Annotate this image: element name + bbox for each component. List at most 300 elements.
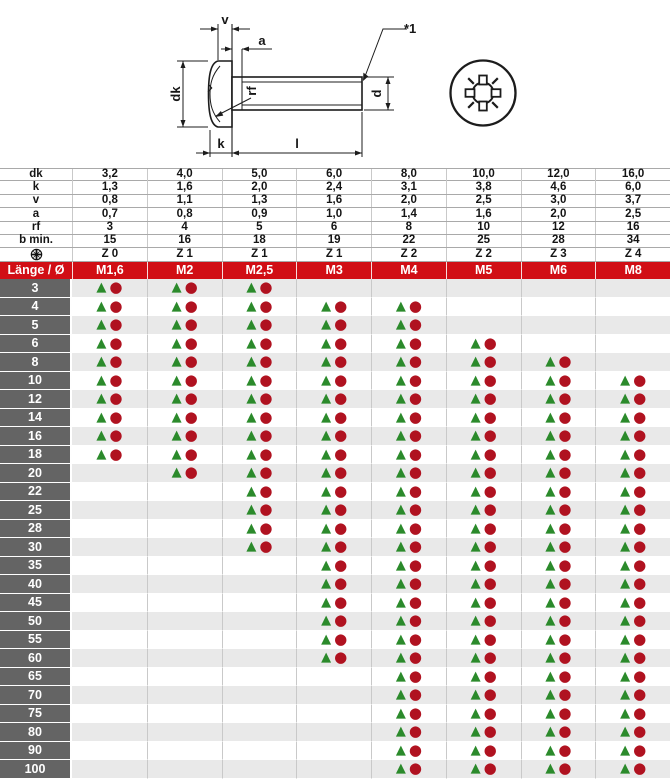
table-row — [0, 501, 670, 520]
availability-triangle-icon: ▲ — [545, 354, 556, 370]
availability-triangle-icon: ▲ — [620, 668, 631, 684]
availability-cell — [147, 353, 222, 372]
availability-cell — [147, 557, 222, 576]
availability-circle-icon: ● — [184, 444, 198, 463]
availability-circle-icon: ● — [408, 574, 422, 593]
availability-circle-icon: ● — [259, 370, 273, 389]
availability-cell — [371, 427, 446, 446]
length-label: 5 — [0, 316, 72, 335]
availability-cell — [296, 298, 371, 317]
dim-value-cell: 1,1 — [147, 195, 222, 207]
availability-cell — [371, 723, 446, 742]
availability-triangle-icon: ▲ — [470, 576, 481, 592]
availability-circle-icon: ● — [334, 352, 348, 371]
availability-circle-icon: ● — [259, 389, 273, 408]
availability-circle-icon: ● — [633, 685, 647, 704]
availability-cell — [222, 483, 297, 502]
availability-circle-icon: ● — [334, 500, 348, 519]
availability-triangle-icon: ▲ — [395, 520, 406, 536]
availability-triangle-icon: ▲ — [470, 446, 481, 462]
availability-cell — [446, 575, 521, 594]
availability-circle-icon: ● — [483, 389, 497, 408]
availability-circle-icon: ● — [558, 389, 572, 408]
availability-triangle-icon: ▲ — [321, 631, 332, 647]
availability-cell — [595, 446, 670, 465]
dim-value-cell: 1,3 — [222, 195, 297, 207]
availability-cell — [296, 649, 371, 668]
length-label: 30 — [0, 538, 72, 557]
dim-value-cell: 1,6 — [446, 208, 521, 220]
availability-triangle-icon: ▲ — [395, 335, 406, 351]
availability-cell — [222, 501, 297, 520]
availability-circle-icon: ● — [259, 352, 273, 371]
availability-triangle-icon: ▲ — [246, 428, 257, 444]
availability-triangle-icon: ▲ — [171, 465, 182, 481]
availability-circle-icon: ● — [408, 740, 422, 759]
availability-cell — [222, 705, 297, 724]
availability-circle-icon: ● — [558, 592, 572, 611]
availability-circle-icon: ● — [483, 463, 497, 482]
availability-cell — [72, 316, 147, 335]
availability-cell — [521, 390, 596, 409]
length-label: 100 — [0, 760, 72, 779]
dim-value-cell: 6 — [296, 222, 371, 234]
availability-cell — [222, 742, 297, 761]
availability-cell — [521, 316, 596, 335]
availability-cell — [521, 723, 596, 742]
availability-circle-icon: ● — [558, 407, 572, 426]
availability-circle-icon: ● — [558, 574, 572, 593]
table-row — [0, 520, 670, 539]
table-row — [0, 409, 670, 428]
availability-circle-icon: ● — [558, 629, 572, 648]
availability-triangle-icon: ▲ — [395, 705, 406, 721]
availability-circle-icon: ● — [259, 537, 273, 556]
availability-cell — [222, 353, 297, 372]
availability-circle-icon: ● — [184, 389, 198, 408]
availability-triangle-icon: ▲ — [171, 335, 182, 351]
availability-triangle-icon: ▲ — [470, 557, 481, 573]
availability-cell — [147, 335, 222, 354]
length-label: 65 — [0, 668, 72, 687]
availability-circle-icon: ● — [408, 703, 422, 722]
length-label: 8 — [0, 353, 72, 372]
length-label: 40 — [0, 575, 72, 594]
availability-triangle-icon: ▲ — [620, 576, 631, 592]
availability-cell — [521, 279, 596, 298]
availability-triangle-icon: ▲ — [470, 761, 481, 777]
availability-triangle-icon: ▲ — [246, 465, 257, 481]
availability-cell — [446, 631, 521, 650]
availability-cell — [222, 723, 297, 742]
length-label: 45 — [0, 594, 72, 613]
availability-triangle-icon: ▲ — [96, 428, 107, 444]
availability-triangle-icon: ▲ — [470, 724, 481, 740]
technical-drawing — [0, 0, 670, 168]
availability-circle-icon: ● — [184, 426, 198, 445]
availability-circle-icon: ● — [408, 629, 422, 648]
availability-cell — [147, 372, 222, 391]
availability-circle-icon: ● — [483, 629, 497, 648]
availability-triangle-icon: ▲ — [321, 594, 332, 610]
availability-cell — [72, 335, 147, 354]
dim-row-label: v — [32, 194, 40, 207]
availability-cell — [72, 649, 147, 668]
dim-value-cell: Z 2 — [446, 248, 521, 261]
availability-circle-icon: ● — [483, 722, 497, 741]
dim-value-cell: 8 — [371, 222, 446, 234]
availability-cell — [222, 594, 297, 613]
availability-cell — [521, 557, 596, 576]
length-label: 4 — [0, 298, 72, 317]
availability-circle-icon: ● — [558, 500, 572, 519]
availability-circle-icon: ● — [483, 703, 497, 722]
availability-cell — [595, 742, 670, 761]
availability-cell — [446, 372, 521, 391]
size-column-header: M1,6 — [72, 262, 147, 280]
availability-triangle-icon: ▲ — [96, 446, 107, 462]
availability-circle-icon: ● — [633, 574, 647, 593]
availability-cell — [446, 409, 521, 428]
dim-value-cell: 0,7 — [72, 208, 147, 220]
availability-triangle-icon: ▲ — [395, 465, 406, 481]
availability-cell — [595, 538, 670, 557]
availability-cell — [371, 594, 446, 613]
dim-value-cell: 8,0 — [371, 169, 446, 181]
availability-triangle-icon: ▲ — [470, 705, 481, 721]
availability-cell — [147, 668, 222, 687]
availability-cell — [521, 335, 596, 354]
table-row — [0, 594, 670, 613]
availability-triangle-icon: ▲ — [620, 761, 631, 777]
availability-circle-icon: ● — [558, 370, 572, 389]
table-row — [0, 742, 670, 761]
availability-triangle-icon: ▲ — [620, 502, 631, 518]
availability-triangle-icon: ▲ — [395, 298, 406, 314]
availability-circle-icon: ● — [633, 759, 647, 778]
availability-circle-icon: ● — [408, 685, 422, 704]
dim-value-cell: 15 — [72, 235, 147, 247]
dim-label-rf: rf — [244, 86, 259, 96]
pozidriv-recess-icon — [451, 61, 516, 126]
availability-triangle-icon: ▲ — [321, 428, 332, 444]
availability-triangle-icon: ▲ — [246, 483, 257, 499]
availability-triangle-icon: ▲ — [321, 539, 332, 555]
availability-triangle-icon: ▲ — [545, 428, 556, 444]
availability-triangle-icon: ▲ — [620, 391, 631, 407]
dim-table-row — [0, 168, 670, 181]
availability-triangle-icon: ▲ — [470, 354, 481, 370]
availability-circle-icon: ● — [483, 407, 497, 426]
availability-cell — [296, 390, 371, 409]
availability-triangle-icon: ▲ — [246, 335, 257, 351]
availability-cell — [296, 557, 371, 576]
availability-circle-icon: ● — [184, 352, 198, 371]
length-label: 70 — [0, 686, 72, 705]
availability-cell — [222, 464, 297, 483]
availability-triangle-icon: ▲ — [321, 650, 332, 666]
availability-circle-icon: ● — [334, 648, 348, 667]
availability-cell — [296, 705, 371, 724]
availability-cell — [222, 760, 297, 779]
dim-value-cell: 3,7 — [595, 195, 670, 207]
availability-triangle-icon: ▲ — [545, 594, 556, 610]
availability-circle-icon: ● — [633, 500, 647, 519]
availability-cell — [446, 335, 521, 354]
availability-triangle-icon: ▲ — [395, 742, 406, 758]
availability-cell — [72, 520, 147, 539]
dim-value-cell: 1,4 — [371, 208, 446, 220]
size-header-label: Länge / Ø — [7, 263, 65, 278]
availability-circle-icon: ● — [109, 370, 123, 389]
availability-cell — [296, 594, 371, 613]
availability-circle-icon: ● — [408, 444, 422, 463]
availability-circle-icon: ● — [259, 481, 273, 500]
dim-value-cell: 2,0 — [371, 195, 446, 207]
availability-cell — [595, 353, 670, 372]
dim-value-cell: 18 — [222, 235, 297, 247]
availability-cell — [446, 353, 521, 372]
dim-value-cell: 3,8 — [446, 181, 521, 193]
dim-value-cell: 16,0 — [595, 169, 670, 181]
availability-triangle-icon: ▲ — [470, 594, 481, 610]
availability-triangle-icon: ▲ — [545, 724, 556, 740]
availability-circle-icon: ● — [408, 315, 422, 334]
availability-triangle-icon: ▲ — [470, 687, 481, 703]
availability-circle-icon: ● — [483, 740, 497, 759]
availability-circle-icon: ● — [334, 518, 348, 537]
table-row — [0, 279, 670, 298]
availability-cell — [521, 538, 596, 557]
availability-circle-icon: ● — [558, 463, 572, 482]
dim-label-l: l — [295, 136, 299, 151]
availability-cell — [521, 575, 596, 594]
availability-cell — [446, 483, 521, 502]
availability-triangle-icon: ▲ — [321, 317, 332, 333]
dim-value-cell: Z 2 — [371, 248, 446, 261]
size-column-header: M4 — [371, 262, 446, 280]
availability-triangle-icon: ▲ — [620, 613, 631, 629]
availability-circle-icon: ● — [109, 315, 123, 334]
availability-cell — [296, 723, 371, 742]
availability-circle-icon: ● — [558, 759, 572, 778]
availability-cell — [296, 409, 371, 428]
availability-triangle-icon: ▲ — [246, 446, 257, 462]
dim-table-row — [0, 248, 670, 261]
availability-triangle-icon: ▲ — [246, 409, 257, 425]
dim-value-cell: 10,0 — [446, 169, 521, 181]
availability-triangle-icon: ▲ — [545, 409, 556, 425]
dim-label-a: a — [258, 33, 266, 48]
availability-triangle-icon: ▲ — [620, 705, 631, 721]
availability-triangle-icon: ▲ — [470, 742, 481, 758]
availability-cell — [72, 427, 147, 446]
availability-cell — [446, 316, 521, 335]
screw-drawing-svg — [0, 0, 670, 168]
table-row — [0, 538, 670, 557]
availability-triangle-icon: ▲ — [395, 539, 406, 555]
availability-cell — [595, 372, 670, 391]
availability-cell — [521, 649, 596, 668]
availability-triangle-icon: ▲ — [321, 391, 332, 407]
length-label: 28 — [0, 520, 72, 539]
availability-cell — [595, 279, 670, 298]
availability-cell — [446, 557, 521, 576]
availability-circle-icon: ● — [259, 278, 273, 297]
availability-circle-icon: ● — [184, 333, 198, 352]
availability-cell — [72, 446, 147, 465]
availability-triangle-icon: ▲ — [545, 520, 556, 536]
availability-cell — [521, 372, 596, 391]
availability-triangle-icon: ▲ — [545, 557, 556, 573]
availability-circle-icon: ● — [408, 370, 422, 389]
availability-triangle-icon: ▲ — [470, 428, 481, 444]
availability-circle-icon: ● — [633, 555, 647, 574]
availability-triangle-icon: ▲ — [620, 520, 631, 536]
dim-value-cell: Z 1 — [222, 248, 297, 261]
availability-triangle-icon: ▲ — [246, 317, 257, 333]
dim-value-cell: 2,4 — [296, 181, 371, 193]
availability-triangle-icon: ▲ — [620, 631, 631, 647]
availability-circle-icon: ● — [109, 426, 123, 445]
dim-value-cell: 0,8 — [147, 208, 222, 220]
availability-triangle-icon: ▲ — [395, 446, 406, 462]
availability-triangle-icon: ▲ — [545, 761, 556, 777]
availability-cell — [222, 557, 297, 576]
availability-cell — [222, 649, 297, 668]
availability-triangle-icon: ▲ — [246, 502, 257, 518]
availability-circle-icon: ● — [483, 518, 497, 537]
table-row — [0, 446, 670, 465]
availability-cell — [595, 575, 670, 594]
availability-cell — [595, 723, 670, 742]
length-label: 60 — [0, 649, 72, 668]
availability-circle-icon: ● — [408, 463, 422, 482]
availability-cell — [521, 483, 596, 502]
availability-triangle-icon: ▲ — [545, 539, 556, 555]
availability-triangle-icon: ▲ — [321, 613, 332, 629]
availability-triangle-icon: ▲ — [395, 372, 406, 388]
availability-cell — [222, 631, 297, 650]
availability-triangle-icon: ▲ — [470, 391, 481, 407]
availability-cell — [147, 686, 222, 705]
availability-circle-icon: ● — [483, 611, 497, 630]
availability-circle-icon: ● — [259, 463, 273, 482]
size-column-header: M5 — [446, 262, 521, 280]
availability-triangle-icon: ▲ — [321, 483, 332, 499]
dim-value-cell: 12,0 — [521, 169, 596, 181]
availability-circle-icon: ● — [259, 296, 273, 315]
availability-cell — [595, 594, 670, 613]
availability-triangle-icon: ▲ — [246, 372, 257, 388]
availability-cell — [446, 464, 521, 483]
availability-triangle-icon: ▲ — [395, 483, 406, 499]
availability-circle-icon: ● — [109, 278, 123, 297]
availability-cell — [521, 760, 596, 779]
availability-cell — [371, 464, 446, 483]
availability-cell — [72, 353, 147, 372]
dim-value-cell: 12 — [521, 222, 596, 234]
availability-cell — [72, 298, 147, 317]
dim-table-row — [0, 181, 670, 194]
availability-triangle-icon: ▲ — [171, 317, 182, 333]
availability-triangle-icon: ▲ — [470, 539, 481, 555]
availability-triangle-icon: ▲ — [395, 391, 406, 407]
availability-triangle-icon: ▲ — [470, 372, 481, 388]
availability-cell — [296, 464, 371, 483]
length-label: 12 — [0, 390, 72, 409]
availability-cell — [371, 483, 446, 502]
availability-triangle-icon: ▲ — [395, 354, 406, 370]
availability-cell — [371, 557, 446, 576]
dim-value-cell: 1,6 — [147, 181, 222, 193]
availability-cell — [521, 427, 596, 446]
dim-value-cell: 5,0 — [222, 169, 297, 181]
length-label: 50 — [0, 612, 72, 631]
availability-circle-icon: ● — [109, 407, 123, 426]
dim-value-cell: 0,8 — [72, 195, 147, 207]
availability-cell — [521, 501, 596, 520]
size-column-header: M2,5 — [222, 262, 297, 280]
availability-cell — [371, 353, 446, 372]
dim-value-cell: 34 — [595, 235, 670, 247]
availability-circle-icon: ● — [408, 759, 422, 778]
availability-cell — [296, 686, 371, 705]
availability-triangle-icon: ▲ — [395, 613, 406, 629]
dim-value-cell: 22 — [371, 235, 446, 247]
drive-size-row-label — [0, 248, 72, 261]
availability-circle-icon: ● — [633, 463, 647, 482]
availability-triangle-icon: ▲ — [470, 465, 481, 481]
availability-cell — [521, 298, 596, 317]
table-row — [0, 723, 670, 742]
dim-value-cell: 5 — [222, 222, 297, 234]
availability-circle-icon: ● — [408, 389, 422, 408]
availability-cell — [446, 686, 521, 705]
table-row — [0, 464, 670, 483]
availability-cell — [446, 668, 521, 687]
availability-triangle-icon: ▲ — [246, 280, 257, 296]
availability-cell — [371, 742, 446, 761]
table-row — [0, 612, 670, 631]
availability-triangle-icon: ▲ — [470, 520, 481, 536]
availability-circle-icon: ● — [633, 722, 647, 741]
availability-circle-icon: ● — [109, 333, 123, 352]
availability-cell — [72, 723, 147, 742]
dim-value-cell: 3 — [72, 222, 147, 234]
availability-triangle-icon: ▲ — [620, 446, 631, 462]
availability-cell — [296, 668, 371, 687]
availability-cell — [72, 538, 147, 557]
availability-cell — [72, 686, 147, 705]
dim-row-label: dk — [29, 168, 43, 180]
availability-cell — [147, 723, 222, 742]
availability-cell — [595, 612, 670, 631]
availability-circle-icon: ● — [483, 685, 497, 704]
dim-value-cell: Z 0 — [72, 248, 147, 261]
availability-triangle-icon: ▲ — [321, 502, 332, 518]
dim-value-cell: 1,0 — [296, 208, 371, 220]
availability-cell — [595, 501, 670, 520]
size-header-row — [0, 262, 670, 280]
availability-circle-icon: ● — [334, 481, 348, 500]
dim-value-cell: 3,1 — [371, 181, 446, 193]
availability-cell — [296, 520, 371, 539]
availability-circle-icon: ● — [334, 315, 348, 334]
availability-triangle-icon: ▲ — [395, 687, 406, 703]
availability-cell — [72, 668, 147, 687]
availability-triangle-icon: ▲ — [96, 335, 107, 351]
